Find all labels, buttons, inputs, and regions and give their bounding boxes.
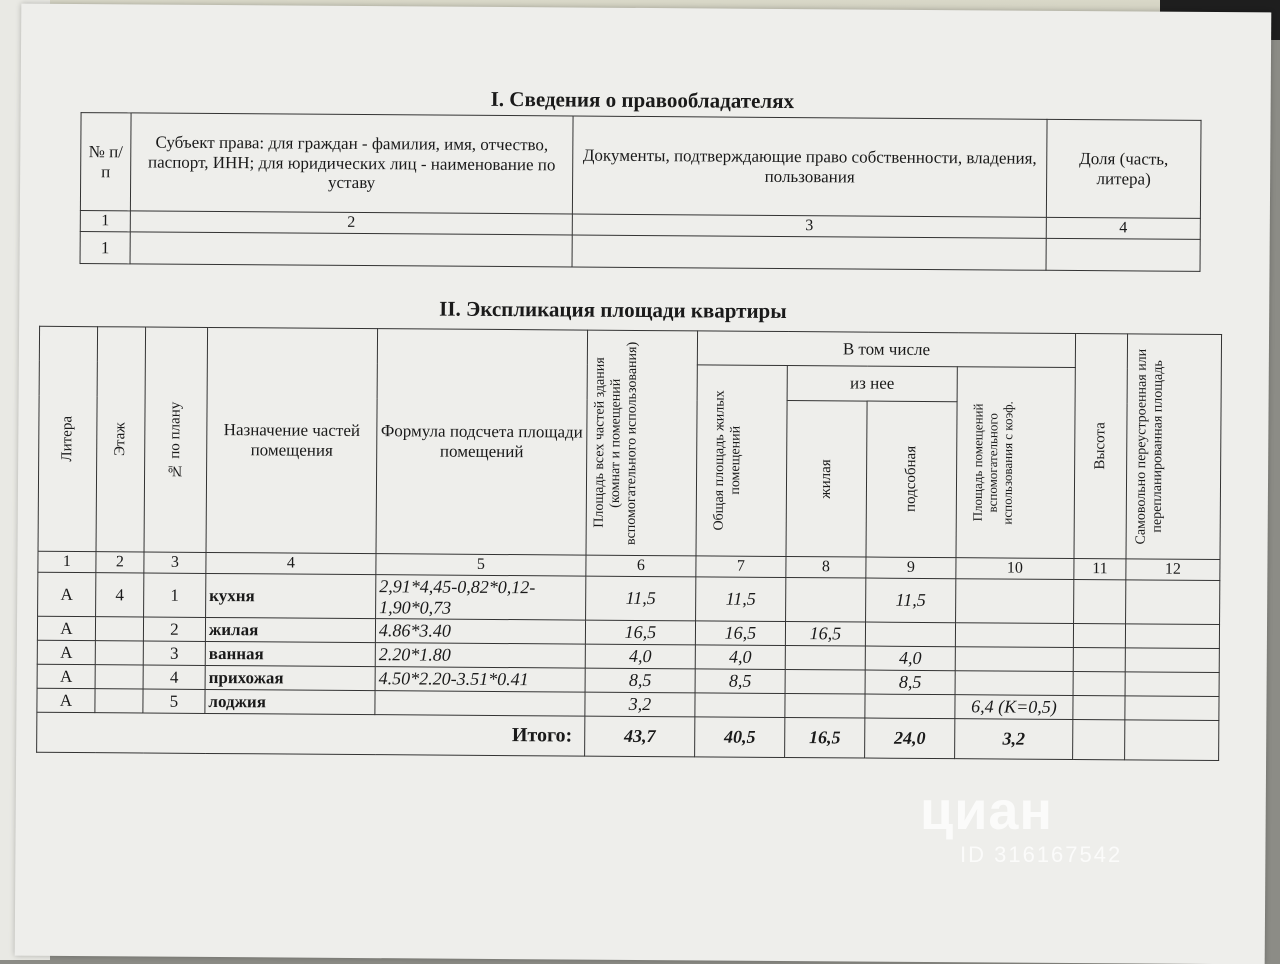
cell-zhilaya — [785, 645, 865, 670]
itogo-obshaya: 40,5 — [695, 717, 785, 758]
cell-samovolno — [1126, 580, 1220, 625]
col-number: 3 — [144, 552, 206, 573]
header-obshaya: Общая площадь жилых помещений — [696, 365, 787, 557]
owners-header-subject: Субъект права: для граждан - фамилия, имя, отчество, паспорт, ИНН; для юридических лиц - наименование по уставу — [130, 113, 573, 214]
owners-col-number: 4 — [1046, 217, 1200, 239]
col-number: 12 — [1126, 559, 1220, 581]
cell-vysota — [1073, 672, 1125, 696]
cell-nomer: 4 — [143, 665, 205, 689]
owners-header-documents: Документы, подтверждающие право собственности, владения, пользования — [572, 116, 1047, 217]
header-v-tom-chisle: В том числе — [697, 331, 1075, 368]
explication-table — [36, 326, 1222, 761]
col-number: 8 — [786, 557, 866, 579]
cell-etazh — [95, 689, 143, 713]
cell-obshaya — [695, 693, 785, 718]
cell-vspomog: 6,4 (K=0,5) — [955, 695, 1073, 720]
cell-litera: А — [37, 664, 95, 688]
cell-podsobnaya: 8,5 — [865, 670, 955, 695]
header-ploshad-vseh: Площадь всех частей здания (комнат и помещений вспомогательного использования) — [586, 330, 698, 556]
cell-name: кухня — [206, 573, 376, 618]
cell-zhilaya: 16,5 — [785, 621, 865, 646]
col-number: 7 — [696, 556, 786, 578]
cell-etazh — [95, 665, 143, 689]
itogo-samovolno — [1125, 720, 1219, 761]
col-number: 11 — [1074, 559, 1126, 580]
header-formula: Формула подсчета площади помещений — [376, 329, 588, 555]
header-litera: Литера — [38, 326, 98, 551]
cell-formula: 2.20*1.80 — [375, 643, 585, 668]
cell-etazh — [95, 617, 143, 641]
cell-vspomog — [955, 647, 1073, 672]
section1-title: I. Сведения о правообладателях — [490, 86, 795, 114]
cell-etazh: 4 — [96, 573, 144, 617]
cell-litera: А — [37, 616, 95, 640]
header-naznachenie: Назначение частей помещения — [206, 327, 378, 553]
owners-row-cell — [572, 235, 1046, 270]
cell-etazh — [95, 641, 143, 665]
cell-formula: 2,91*4,45-0,82*0,12-1,90*0,73 — [376, 575, 586, 620]
cell-vspomog — [956, 579, 1074, 624]
cell-podsobnaya: 11,5 — [866, 578, 956, 623]
cell-podsobnaya: 4,0 — [865, 646, 955, 671]
cell-nomer: 1 — [144, 573, 206, 617]
cell-vysota — [1073, 624, 1125, 648]
cell-formula: 4.50*2.20-3.51*0.41 — [375, 667, 585, 692]
owners-col-number: 1 — [80, 211, 130, 232]
cell-obshaya: 16,5 — [695, 621, 785, 646]
itogo-vysota — [1073, 720, 1125, 760]
cell-name: прихожая — [205, 665, 375, 690]
cell-litera: А — [37, 688, 95, 712]
cell-podsobnaya — [865, 694, 955, 719]
cell-total: 3,2 — [585, 692, 695, 717]
col-number: 2 — [96, 552, 144, 573]
header-etazh: Этаж — [96, 327, 146, 552]
col-number: 1 — [38, 551, 96, 572]
cell-obshaya: 11,5 — [696, 577, 786, 622]
header-iz-nee: из нее — [787, 366, 957, 402]
cell-vysota — [1074, 580, 1126, 624]
header-vspomog: Площадь помещений вспомогательного использования с коэф. — [956, 367, 1075, 559]
header-samovolno: Самовольно переустроенная или перепланированная площадь — [1126, 334, 1222, 560]
itogo-total: 43,7 — [585, 716, 695, 757]
cell-zhilaya — [785, 669, 865, 694]
cell-samovolno — [1125, 624, 1219, 649]
section2-title: II. Экспликация площади квартиры — [439, 296, 787, 323]
cell-zhilaya — [785, 693, 865, 718]
cell-zhilaya — [786, 577, 866, 622]
cell-total: 11,5 — [586, 576, 696, 621]
owners-row-cell — [130, 232, 572, 267]
header-vysota: Высота — [1074, 334, 1128, 559]
owners-header-number: № п/п — [80, 113, 131, 211]
itogo-vspomog: 3,2 — [955, 719, 1073, 760]
cell-samovolno — [1125, 696, 1219, 721]
cell-name: лоджия — [205, 689, 375, 714]
cell-samovolno — [1125, 648, 1219, 673]
itogo-podsobnaya: 24,0 — [865, 718, 955, 759]
cell-name: ванная — [205, 641, 375, 666]
header-nomer: № по плану — [144, 327, 208, 552]
col-number: 5 — [376, 554, 586, 576]
cell-total: 4,0 — [585, 644, 695, 669]
watermark-id: ID 316167542 — [960, 842, 1123, 867]
cell-vspomog — [955, 623, 1073, 648]
owners-row-cell: 1 — [80, 232, 130, 264]
header-podsobnaya: подсобная — [866, 401, 957, 558]
owners-table — [80, 112, 1202, 272]
itogo-label: Итого: — [37, 712, 585, 756]
cell-nomer: 3 — [143, 641, 205, 665]
owners-header-share: Доля (часть, литера) — [1046, 119, 1201, 218]
owners-col-number: 3 — [572, 214, 1046, 238]
cell-name: жилая — [205, 617, 375, 642]
cell-podsobnaya — [865, 622, 955, 647]
watermark-logo: циан — [920, 781, 1054, 841]
cell-formula — [375, 691, 585, 716]
cell-nomer: 5 — [143, 689, 205, 713]
cell-nomer: 2 — [143, 617, 205, 641]
cell-vspomog — [955, 671, 1073, 696]
owners-col-number: 2 — [130, 211, 572, 235]
cell-total: 16,5 — [585, 620, 695, 645]
cell-litera: А — [38, 572, 96, 616]
owners-row-cell — [1046, 238, 1200, 271]
cell-litera: А — [37, 640, 95, 664]
cell-total: 8,5 — [585, 668, 695, 693]
cell-formula: 4.86*3.40 — [375, 619, 585, 644]
cell-vysota — [1073, 648, 1125, 672]
itogo-zhilaya: 16,5 — [785, 717, 865, 758]
cell-obshaya: 8,5 — [695, 669, 785, 694]
col-number: 10 — [956, 558, 1074, 580]
watermark — [920, 780, 1122, 868]
itogo-row — [37, 712, 1219, 760]
header-zhilaya: жилая — [786, 401, 867, 558]
col-number: 4 — [206, 552, 376, 574]
cell-obshaya: 4,0 — [695, 645, 785, 670]
cell-vysota — [1073, 696, 1125, 720]
col-number: 9 — [866, 557, 956, 579]
cell-samovolno — [1125, 672, 1219, 697]
col-number: 6 — [586, 555, 696, 577]
